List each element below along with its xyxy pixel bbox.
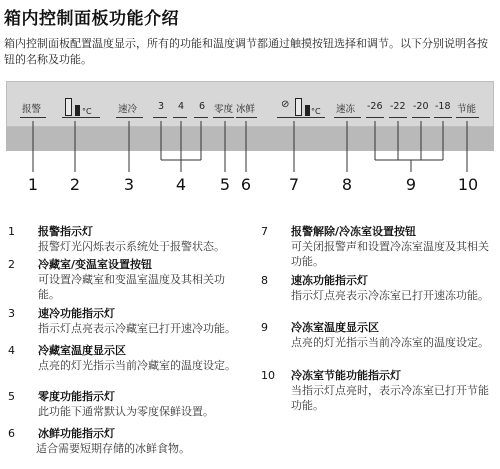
item-number: 5 xyxy=(8,390,15,403)
description-item xyxy=(8,389,248,419)
item-heading: 冷冻室温度显示区 xyxy=(291,321,379,334)
item-heading: 冷藏室温度显示区 xyxy=(38,344,126,357)
item-number: 3 xyxy=(8,307,15,320)
description-item xyxy=(261,320,497,366)
description-item xyxy=(8,257,248,303)
item-body: 适合需要短期存储的冰鲜食物。 xyxy=(36,442,190,455)
callout-number: 8 xyxy=(341,175,353,194)
item-heading: 报警指示灯 xyxy=(38,225,93,238)
freezer-temp-minus18: -18 xyxy=(435,101,451,112)
freezer-unit-label: °C xyxy=(311,107,321,116)
callout-leader-lines xyxy=(0,0,500,200)
description-item xyxy=(261,224,497,270)
intro-paragraph: 箱内控制面板配置温度显示，所有的功能和温度调节都通过触摸按钮选择和调节。以下分别说明各按钮的名称及功能。 xyxy=(4,37,488,66)
item-number: 4 xyxy=(8,344,15,357)
quick-freeze-label: 速冻 xyxy=(336,104,356,115)
description-item xyxy=(8,224,248,254)
callout-number: 1 xyxy=(27,175,39,194)
fresh-label: 冰鲜 xyxy=(236,104,256,115)
item-body: 可关闭报警声和设置冷冻室温度及其相关功能。 xyxy=(291,240,489,268)
fridge-unit-label: °C xyxy=(82,107,92,116)
description-item xyxy=(261,273,497,303)
callout-number: 6 xyxy=(240,175,252,194)
item-heading: 冷藏室/变温室设置按钮 xyxy=(38,258,153,271)
item-heading: 冰鲜功能指示灯 xyxy=(38,427,115,440)
item-number: 9 xyxy=(261,321,268,334)
item-number: 2 xyxy=(8,258,15,271)
callout-number: 9 xyxy=(405,175,417,194)
item-number: 1 xyxy=(8,225,15,238)
item-heading: 冷冻室节能功能指示灯 xyxy=(291,369,401,382)
item-number: 6 xyxy=(8,427,15,440)
item-number: 8 xyxy=(261,274,268,287)
item-heading: 零度功能指示灯 xyxy=(38,390,115,403)
item-number: 7 xyxy=(261,225,268,238)
quick-cool-label: 速冷 xyxy=(118,104,138,115)
alarm-mute-icon: ⊘ xyxy=(281,99,290,110)
freezer-temp-minus26: -26 xyxy=(367,101,383,112)
eco-label: 节能 xyxy=(457,104,477,115)
item-heading: 速冻功能指示灯 xyxy=(291,274,368,287)
callout-number: 3 xyxy=(123,175,135,194)
alarm-label: 报警 xyxy=(22,104,42,115)
callout-number: 7 xyxy=(288,175,300,194)
fridge-temp-3: 3 xyxy=(158,101,165,112)
item-number: 10 xyxy=(261,369,275,382)
callout-number: 2 xyxy=(69,175,81,194)
item-heading: 报警解除/冷冻室设置按钮 xyxy=(291,225,417,238)
callout-number: 4 xyxy=(175,175,187,194)
item-body: 此功能下通常默认为零度保鲜设置。 xyxy=(38,405,214,418)
item-body: 当指示灯点亮时，表示冷冻室已打开节能功能。 xyxy=(291,384,489,412)
item-body: 报警灯光闪烁表示系统处于报警状态。 xyxy=(38,240,225,253)
page-title: 箱内控制面板功能介绍 xyxy=(4,9,179,29)
fridge-temp-4: 4 xyxy=(178,101,185,112)
callout-number: 10 xyxy=(457,175,479,194)
item-heading: 速冷功能指示灯 xyxy=(38,307,115,320)
item-body: 指示灯点亮表示冷冻室已打开速冻功能。 xyxy=(291,289,489,302)
item-body: 可设置冷藏室和变温室温度及其相关功能。 xyxy=(38,273,225,301)
callout-number: 5 xyxy=(219,175,231,194)
description-item xyxy=(261,368,497,414)
item-body: 点亮的灯光指示当前冷藏室的温度设定。 xyxy=(38,359,236,372)
freezer-temp-minus22: -22 xyxy=(390,101,406,112)
zero-label: 零度 xyxy=(214,104,234,115)
fridge-temp-6: 6 xyxy=(199,101,206,112)
item-body: 点亮的灯光指示当前冷冻室的温度设定。 xyxy=(291,336,489,349)
description-item xyxy=(8,343,248,389)
description-item xyxy=(8,306,248,336)
freezer-temp-minus20: -20 xyxy=(413,101,429,112)
description-item xyxy=(8,426,248,456)
item-body: 指示灯点亮表示冷藏室已打开速冷功能。 xyxy=(38,322,236,335)
